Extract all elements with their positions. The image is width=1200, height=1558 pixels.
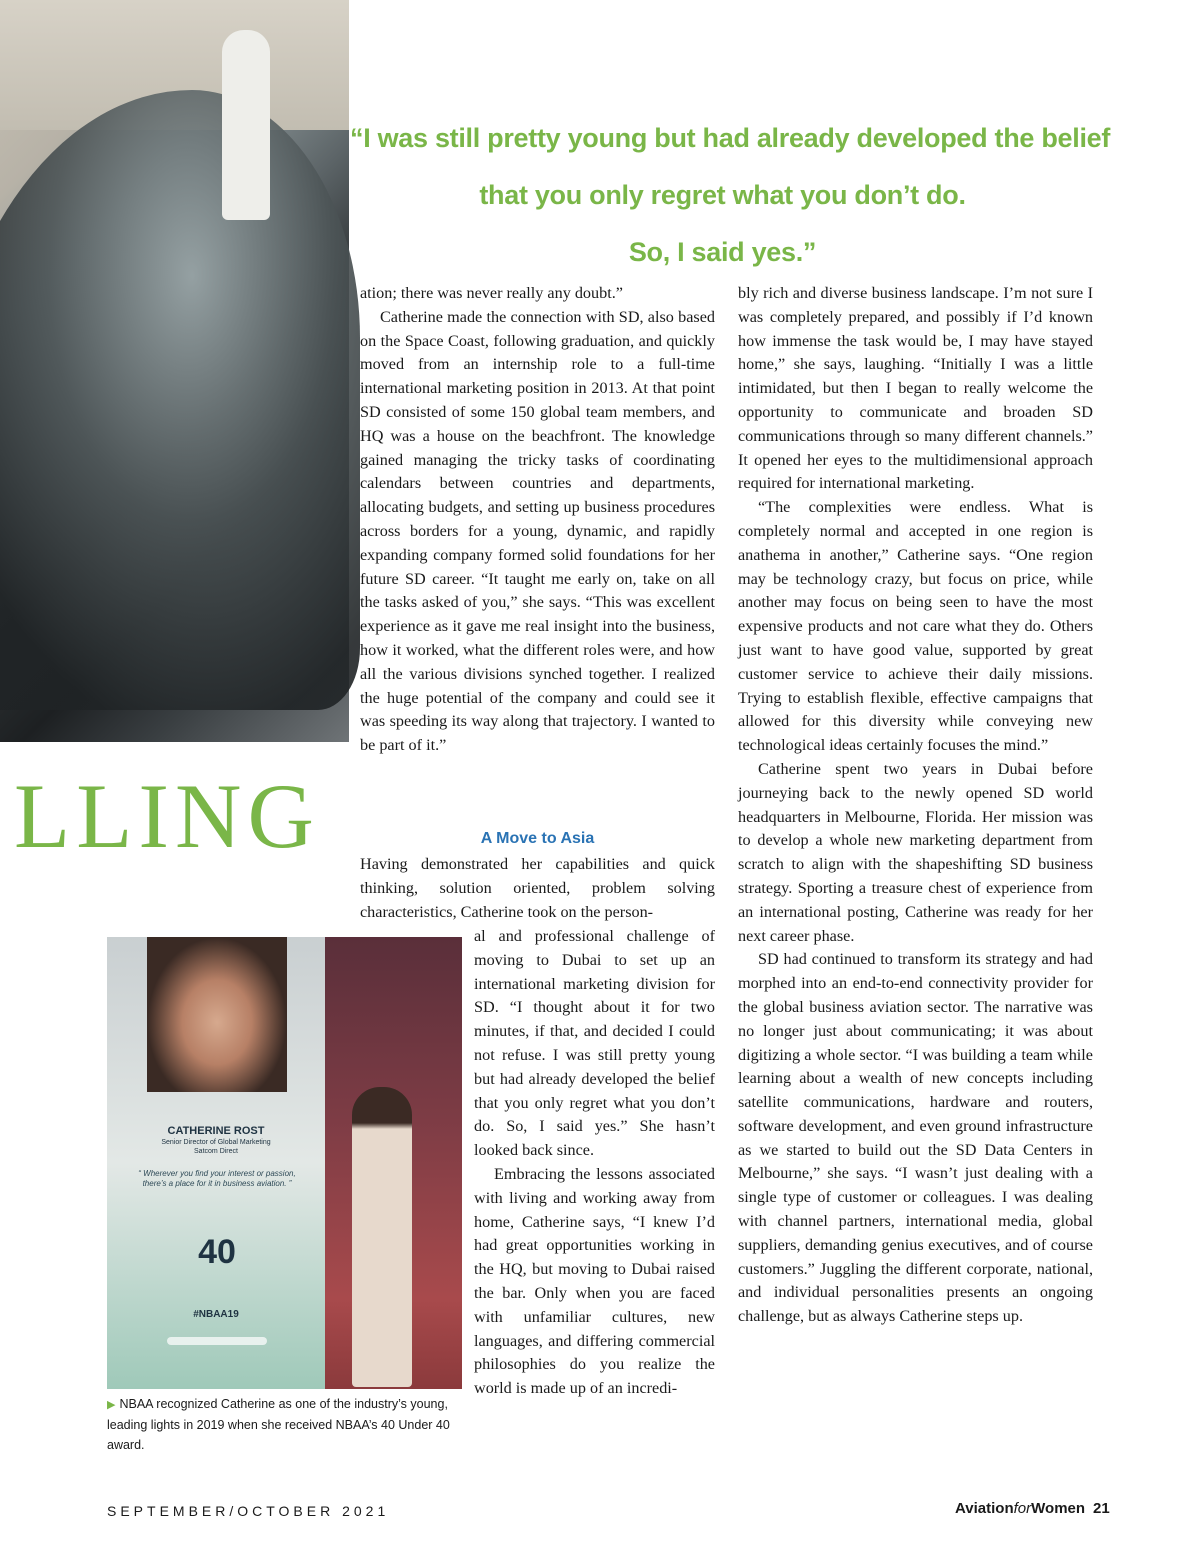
jet-icon	[167, 1337, 267, 1345]
paragraph: Having demonstrated her capabilities and quick thinking, solution oriented, problem solving characteristics, Catherine took on the person-	[360, 855, 715, 921]
caption-marker-icon: ▶	[107, 1399, 116, 1411]
paragraph: “The complexities were endless. What is completely normal and accepted in one region is anathema in another,” Catherine says. “One region may be technology crazy, but focus on price, while another may focus on being seen to have the most expensive products and not care what they do. Others just want to have good value, supported by great customer service to achieve their daily missions. Trying to establish flexible, effective campaigns that allowed for this diversity while conveying new technological ideas certainly focuses the mind.”	[738, 498, 1093, 755]
paragraph: al and professional challenge of moving to Dubai to set up an international marketing division for SD. “I thought about it for two minutes, if that, and decided I could not refuse. I was still pretty young but had already developed the belief that you only regret what you don’t do. So, I said yes.” She hasn’t looked back since.	[474, 927, 715, 1160]
award-banner	[107, 937, 325, 1389]
catherine-standing	[352, 1087, 412, 1387]
magazine-name-part: for	[1013, 1500, 1032, 1517]
magazine-name-part: Women	[1031, 1500, 1086, 1517]
banner-portrait	[147, 937, 287, 1092]
paragraph: Embracing the lessons associated with living and working away from home, Catherine says, “I knew I’d had great opportunities working in the HQ, but moving to Dubai raised the bar. Only when you are faced with unfamiliar cultures, new languages, and differing commercial philosophies do you realize the world is made up of an incredi-	[474, 1164, 715, 1398]
caption-text: NBAA recognized Catherine as one of the industry’s young, leading lights in 2019 when she received NBAA’s 40 Under 40 award.	[107, 1397, 450, 1452]
cockpit-photo	[0, 0, 349, 742]
pull-quote-line: So, I said yes.”	[628, 237, 817, 267]
banner-name: CATHERINE ROST	[167, 1125, 265, 1137]
section-subhead: A Move to Asia	[480, 830, 595, 847]
aircraft-windshield	[0, 90, 360, 710]
issue-date: SEPTEMBER/OCTOBER 2021	[107, 1503, 390, 1519]
paragraph: Catherine spent two years in Dubai before journeying back to the newly opened SD world headquarters in Melbourne, Florida. Her mission was to develop a whole new marketing department from scratch to align with the shapeshifting SD business strategy. Sporting a treasure chest of experience from an international posting, Catherine was ready for her next career phase.	[738, 759, 1093, 945]
paragraph: SD had continued to transform its strategy and had morphed into an end-to-end connectivity provider for the global business aviation sector. The narrative was no longer just about communicating; it was about digitizing a whole sector. “I was building a team while learning about a wealth of new concepts including satellite communications, hardware and routers, software development, and even ground infrastructure as we started to build out the SD Data Centers in Melbourne,” she says. “I wasn’t just dealing with a single type of customer or colleagues. I was dealing with channel partners, international media, global suppliers, demanding genius executives, and of course customers.” Juggling the different corporate, national, and individual personalities presents an ongoing challenge, but as always Catherine steps up.	[738, 950, 1093, 1326]
award-photo	[107, 937, 462, 1389]
pull-quote-line: that you only regret what you don’t do.	[479, 180, 966, 210]
paragraph: ation; there was never really any doubt.”	[360, 284, 623, 302]
banner-role-line: Senior Director of Global Marketing	[161, 1139, 271, 1146]
magazine-name-part: Aviation	[955, 1500, 1014, 1517]
page-number: 21	[1093, 1500, 1110, 1517]
pull-quote	[350, 110, 1111, 281]
paragraph: bly rich and diverse business landscape. I’m not sure I was completely prepared, and possibly if I’d known how immense the task would be, I may have stayed home,” she says, laughing. “Initially I was a little intimidated, but then I began to really welcome the opportunity to communicate and broaden SD communications through so many different channels.” It opened her eyes to the multidimensional approach required for international marketing.	[738, 284, 1093, 493]
pull-quote-line: “I was still pretty young but had already developed the belief	[350, 123, 1111, 153]
article-column-2	[738, 282, 1093, 1329]
article-column-1	[360, 282, 715, 758]
magazine-folio	[955, 1500, 1110, 1517]
banner-hashtag: #NBAA19	[193, 1309, 239, 1320]
headline-fragment: LLING	[14, 765, 320, 867]
article-column-1-continued	[360, 853, 715, 924]
banner-role-line: Satcom Direct	[194, 1148, 238, 1155]
banner-role	[107, 1138, 325, 1156]
article-column-1-wrapped	[474, 925, 715, 1401]
photo-caption	[107, 1394, 452, 1455]
nbaa-40-logo: 40	[198, 1233, 236, 1271]
banner-quote: “ Wherever you find your interest or passion, there’s a place for it in business aviation. ”	[138, 1169, 296, 1188]
paragraph: Catherine made the connection with SD, also based on the Space Coast, following graduation, and quickly moved from an internship role to a full-time international marketing position in 2013. At that point SD consisted of some 150 global team members, and HQ was a house on the beachfront. The knowledge gained managing the tricky tasks of coordinating calendars between countries and departments, allocating budgets, and setting up business procedures across borders for a young, dynamic, and rapidly expanding company formed solid foundations for her future SD career. “It taught me early on, take on all the tasks asked of you,” she says. “This was excellent experience as it gave me real insight into the business, how it worked, what the different roles were, and how all the various divisions synched together. I realized the huge potential of the company and could see it was speeding its way along that trajectory. I wanted to be part of it.”	[360, 307, 715, 755]
person-photographing	[222, 30, 270, 220]
